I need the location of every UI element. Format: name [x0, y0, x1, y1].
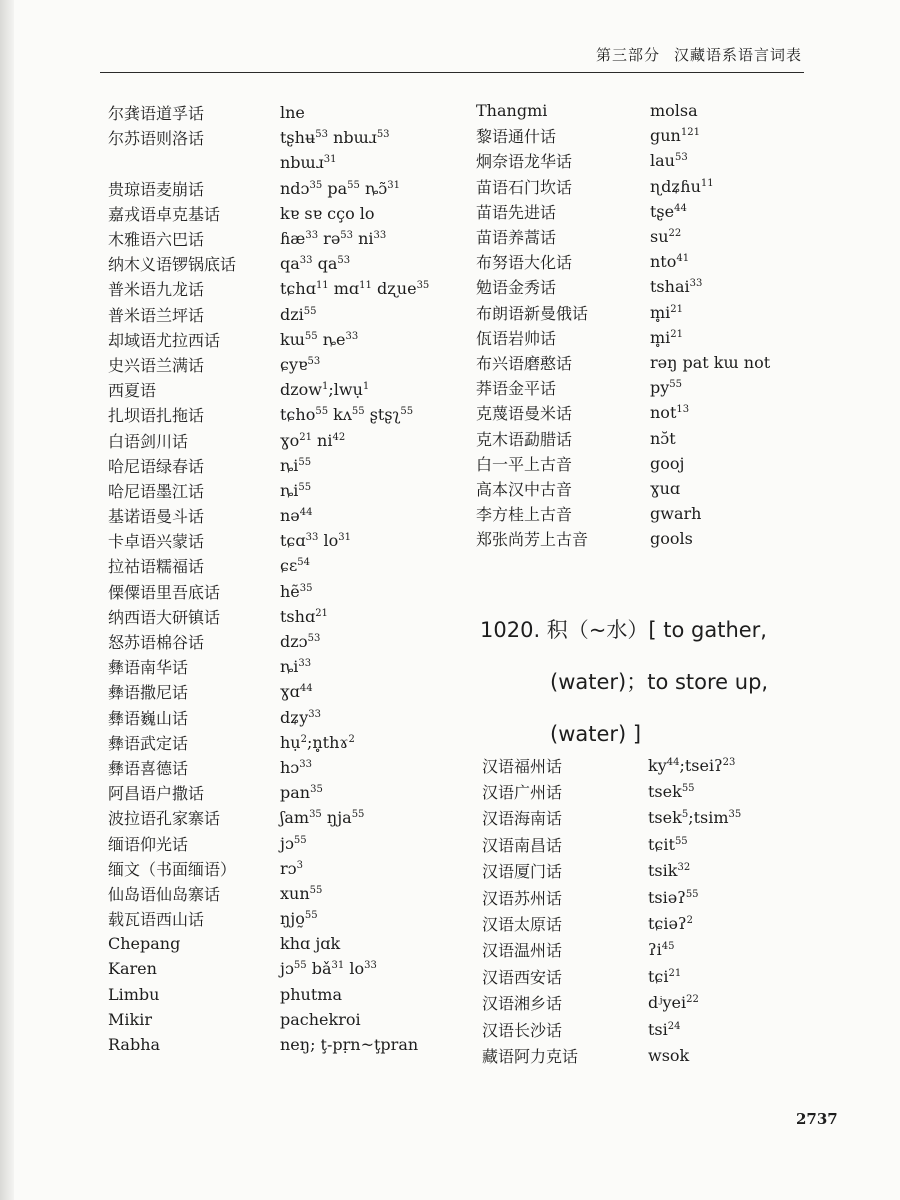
word-form: dzi$^{55}$ — [280, 304, 317, 324]
word-row — [108, 830, 480, 855]
word-form: $ȵi^{33}$ — [280, 657, 312, 677]
language-name: 嘉戎语卓克基话 — [108, 204, 221, 224]
word-row — [108, 453, 480, 478]
word-row — [108, 705, 480, 730]
word-form: $qa^{33}$ $qa^{53}$ — [280, 254, 351, 274]
language-name: 缅文（书面缅语） — [108, 859, 237, 879]
language-name: 波拉语孔家寨话 — [108, 809, 221, 829]
language-name: 彝语南华话 — [108, 658, 189, 678]
word-row — [476, 199, 816, 224]
word-form: khɑ jɑk — [280, 934, 341, 954]
language-name: 汉语海南话 — [482, 809, 563, 829]
word-form: rəŋ pat kɯ not — [650, 352, 771, 372]
word-row — [108, 1032, 480, 1057]
word-form: tsiəʔ$^{55}$ — [648, 887, 699, 907]
word-form: $m̥i^{21}$ — [650, 327, 684, 347]
language-name: 莽语金平话 — [476, 379, 557, 399]
word-row — [108, 377, 480, 402]
word-row — [108, 176, 480, 201]
word-form: tsek$^5$;tsim$^{35}$ — [648, 808, 742, 828]
word-form: ɳdʑɦu$^{11}$ — [650, 176, 714, 196]
word-row — [108, 478, 480, 503]
word-row — [482, 1016, 822, 1042]
language-name: 汉语厦门话 — [482, 862, 563, 882]
language-name: Thangmi — [476, 101, 548, 121]
header-title: 汉藏语系语言词表 — [673, 46, 802, 64]
word-row — [108, 679, 480, 704]
word-row — [108, 352, 480, 377]
word-form: $m̥i^{21}$ — [650, 302, 684, 322]
word-row — [108, 150, 480, 175]
language-name: 哈尼语绿春话 — [108, 456, 205, 476]
word-form: nto$^{41}$ — [650, 252, 690, 272]
language-name: 布兴语磨憨话 — [476, 353, 573, 373]
word-row — [476, 325, 816, 350]
language-name: 史兴语兰满话 — [108, 355, 205, 375]
language-name: 汉语湘乡话 — [482, 994, 563, 1014]
language-name: 基诺语曼斗话 — [108, 507, 205, 527]
language-name: 贵琼语麦崩话 — [108, 179, 205, 199]
language-name: 彝语撒尼话 — [108, 683, 189, 703]
word-row — [108, 201, 480, 226]
language-name: 克蔑语曼米话 — [476, 404, 573, 424]
language-name: 汉语长沙话 — [482, 1020, 563, 1040]
language-name: 彝语喜德话 — [108, 758, 189, 778]
word-form: wsok — [648, 1045, 690, 1065]
word-form: lau$^{53}$ — [650, 151, 688, 171]
entry-heading — [480, 604, 768, 760]
word-row — [476, 224, 816, 249]
word-form: ɣuɑ — [650, 478, 681, 498]
word-row — [476, 526, 816, 551]
language-name: 高本汉中古音 — [476, 479, 573, 499]
word-form: tɕho$^{55}$ kʌ$^{55}$ ʂtʂʅ$^{55}$ — [280, 405, 414, 425]
word-form: dʲyei$^{22}$ — [648, 993, 699, 1013]
word-form: dzɔ$^{53}$ — [280, 632, 321, 652]
word-row — [476, 174, 816, 199]
word-row — [108, 528, 480, 553]
word-form: ɦæ$^{33}$ rə$^{53}$ $ni^{33}$ — [280, 229, 387, 249]
language-name: 苗语养蒿话 — [476, 228, 557, 248]
language-name: Rabha — [108, 1035, 161, 1055]
entry-heading-line-1: 1020. 积（~水）[ to gather, — [480, 618, 767, 642]
language-name: 郑张尚芳上古音 — [476, 530, 589, 550]
language-name: 尔苏语则洛话 — [108, 129, 205, 149]
word-form: tɕiəʔ$^2$ — [648, 914, 693, 934]
word-row — [108, 503, 480, 528]
word-row — [108, 125, 480, 150]
word-form: tshɑ$^{21}$ — [280, 606, 328, 626]
word-form: rɔ$^3$ — [280, 858, 303, 878]
language-name: 怒苏语棉谷话 — [108, 633, 205, 653]
language-name: Limbu — [108, 984, 160, 1004]
language-name: 彝语巍山话 — [108, 708, 189, 728]
word-row — [108, 579, 480, 604]
word-form: jɔ$^{55}$ — [280, 833, 307, 853]
word-row — [108, 730, 480, 755]
language-name: 布朗语新曼俄话 — [476, 303, 589, 323]
word-row — [108, 402, 480, 427]
word-form: ndɔ$^{35}$ $pa^{55}$ ȵɔ̃$^{31}$ — [280, 178, 400, 198]
word-row — [476, 375, 816, 400]
word-row — [108, 906, 480, 931]
language-name: 拉祜语糯福话 — [108, 557, 205, 577]
word-row — [108, 931, 480, 956]
word-form: tʂe$^{44}$ — [650, 201, 687, 221]
entry-heading-line-2: (water)；to store up, — [550, 670, 769, 694]
language-name: 纳西语大研镇话 — [108, 607, 221, 627]
word-form: tɕi$^{21}$ — [648, 966, 682, 986]
word-form: gooj — [650, 453, 685, 473]
word-form: $ȵi^{55}$ — [280, 455, 312, 475]
word-form: tʂhʉ$^{53}$ nbɯɹ$^{53}$ — [280, 128, 390, 148]
word-form: tɕit$^{55}$ — [648, 834, 688, 854]
language-name: 卡卓语兴蒙话 — [108, 532, 205, 552]
word-row — [476, 300, 816, 325]
language-name: 汉语福州话 — [482, 756, 563, 776]
word-row — [108, 805, 480, 830]
language-name: 白一平上古音 — [476, 454, 573, 474]
word-row — [108, 654, 480, 679]
word-form: $su^{22}$ — [650, 227, 682, 247]
word-row — [482, 778, 822, 804]
word-row — [476, 274, 816, 299]
word-form: ɣo$^{21}$ $ni^{42}$ — [280, 430, 346, 450]
word-form: phutma — [280, 984, 342, 1004]
word-form: tsek$^{55}$ — [648, 782, 695, 802]
word-form: gun$^{121}$ — [650, 126, 700, 146]
word-row — [482, 1042, 822, 1068]
language-name: 木雅语六巴话 — [108, 230, 205, 250]
word-row — [108, 100, 480, 125]
language-name: 扎坝语扎拖话 — [108, 406, 205, 426]
word-row — [476, 123, 816, 148]
language-name: 勉语金秀话 — [476, 278, 557, 298]
word-row — [476, 501, 816, 526]
word-form: pan$^{35}$ — [280, 783, 323, 803]
page-number: 2737 — [796, 1110, 838, 1128]
language-name: 阿昌语户撒话 — [108, 784, 205, 804]
language-name: 彝语武定话 — [108, 733, 189, 753]
language-name: 黎语通什话 — [476, 127, 557, 147]
language-name: 布努语大化话 — [476, 253, 573, 273]
word-form: tshai$^{33}$ — [650, 277, 703, 297]
word-form: kɯ$^{55}$ $ȵe^{33}$ — [280, 329, 359, 349]
language-name: 佤语岩帅话 — [476, 328, 557, 348]
language-name: 汉语太原话 — [482, 915, 563, 935]
word-row — [108, 327, 480, 352]
word-row — [476, 148, 816, 173]
word-row — [108, 881, 480, 906]
language-name: 藏语阿力克话 — [482, 1046, 579, 1066]
language-name: 汉语南昌话 — [482, 835, 563, 855]
language-name: 尔龚语道孚话 — [108, 104, 205, 124]
word-row — [108, 780, 480, 805]
language-name: 西夏语 — [108, 381, 157, 401]
language-name: 载瓦语西山话 — [108, 910, 205, 930]
left-column — [108, 100, 480, 1057]
word-form: pachekroi — [280, 1009, 361, 1029]
word-form: ɕɛ$^{54}$ — [280, 556, 310, 576]
language-name: Mikir — [108, 1009, 152, 1029]
language-name: 李方桂上古音 — [476, 505, 573, 525]
word-row — [108, 553, 480, 578]
language-name: 傈僳语里吾底话 — [108, 582, 221, 602]
word-form: hẽ$^{35}$ — [280, 581, 313, 601]
word-row — [482, 805, 822, 831]
word-form: ŋjo̰$^{55}$ — [280, 909, 318, 929]
word-form: ʃam$^{35}$ ŋja$^{55}$ — [280, 808, 365, 828]
language-name: 普米语九龙话 — [108, 280, 205, 300]
word-form: tɕhɑ$^{11}$ mɑ$^{11}$ dʐue$^{35}$ — [280, 279, 430, 299]
word-form: tsik$^{32}$ — [648, 861, 691, 881]
word-form: dʑy$^{33}$ — [280, 707, 321, 727]
language-name: 炯奈语龙华话 — [476, 152, 573, 172]
word-form: not$^{13}$ — [650, 403, 690, 423]
word-row — [476, 425, 816, 450]
word-row — [476, 451, 816, 476]
page-edge-shadow — [0, 0, 14, 1200]
word-form: ɕyɐ$^{53}$ — [280, 354, 321, 374]
word-form: lne — [280, 103, 305, 123]
header-rule — [100, 72, 804, 73]
word-form: gools — [650, 529, 693, 549]
word-row — [108, 956, 480, 981]
word-row — [108, 1007, 480, 1032]
language-name: 苗语先进话 — [476, 202, 557, 222]
language-name: 哈尼语墨江话 — [108, 481, 205, 501]
word-row — [482, 752, 822, 778]
language-name: 缅语仰光话 — [108, 834, 189, 854]
language-name: 纳木义语锣锅底话 — [108, 255, 237, 275]
word-row — [108, 982, 480, 1007]
word-row — [482, 990, 822, 1016]
word-form: hɔ$^{33}$ — [280, 757, 312, 777]
language-name: 汉语温州话 — [482, 941, 563, 961]
entry-heading-line-3: (water) ] — [550, 722, 642, 746]
word-row — [482, 884, 822, 910]
word-row — [476, 350, 816, 375]
word-row — [108, 427, 480, 452]
word-form: $py^{55}$ — [650, 378, 683, 398]
word-form: hụ$^2$;n̥thɤ$^2$ — [280, 732, 355, 752]
word-form: ɣɑ$^{44}$ — [280, 682, 313, 702]
word-row — [108, 226, 480, 251]
word-row — [482, 963, 822, 989]
word-form: nbɯɹ$^{31}$ — [280, 153, 337, 173]
word-row — [108, 755, 480, 780]
word-row — [108, 856, 480, 881]
right-column-top — [476, 98, 816, 551]
language-name: 克木语勐腊话 — [476, 429, 573, 449]
language-name: Karen — [108, 959, 157, 979]
word-row — [476, 476, 816, 501]
language-name: Chepang — [108, 934, 181, 954]
language-name: 仙岛语仙岛寨话 — [108, 884, 221, 904]
language-name: 却域语尤拉西话 — [108, 330, 221, 350]
word-form: neŋ; ţ-pṛn~ţpran — [280, 1035, 419, 1055]
word-form: nɔ̆t — [650, 428, 676, 448]
word-row — [482, 910, 822, 936]
word-form: tsi$^{24}$ — [648, 1019, 681, 1039]
word-form: tɕɑ$^{33}$ $lo^{31}$ — [280, 531, 351, 551]
word-form: xun$^{55}$ — [280, 883, 323, 903]
language-name: 汉语苏州话 — [482, 888, 563, 908]
word-row — [476, 249, 816, 274]
word-form: gwarh — [650, 504, 702, 524]
word-row — [108, 302, 480, 327]
header-section: 第三部分 — [595, 46, 660, 64]
word-row — [476, 98, 816, 123]
word-row — [108, 276, 480, 301]
word-form: ʔi$^{45}$ — [648, 940, 675, 960]
word-form: nə$^{44}$ — [280, 506, 313, 526]
word-row — [108, 629, 480, 654]
word-row — [476, 400, 816, 425]
word-form: dzow$^1$;lwụ$^1$ — [280, 380, 370, 400]
word-form: molsa — [650, 101, 698, 121]
word-row — [482, 831, 822, 857]
word-row — [482, 937, 822, 963]
word-row — [108, 251, 480, 276]
language-name: 普米语兰坪话 — [108, 305, 205, 325]
word-form: kɐ sɐ cço lo — [280, 203, 375, 223]
word-form: $ȵi^{55}$ — [280, 480, 312, 500]
right-column-bottom — [482, 752, 822, 1069]
word-row — [482, 858, 822, 884]
word-form: $ky^{44};tseiʔ^{23}$ — [648, 755, 736, 775]
running-header — [596, 44, 802, 65]
language-name: 汉语西安话 — [482, 967, 563, 987]
language-name: 汉语广州话 — [482, 783, 563, 803]
language-name: 苗语石门坎话 — [476, 177, 573, 197]
word-form: jɔ$^{55}$ $bǎ^{31}$ $lo^{33}$ — [280, 959, 377, 979]
language-name: 白语剑川话 — [108, 431, 189, 451]
word-row — [108, 604, 480, 629]
